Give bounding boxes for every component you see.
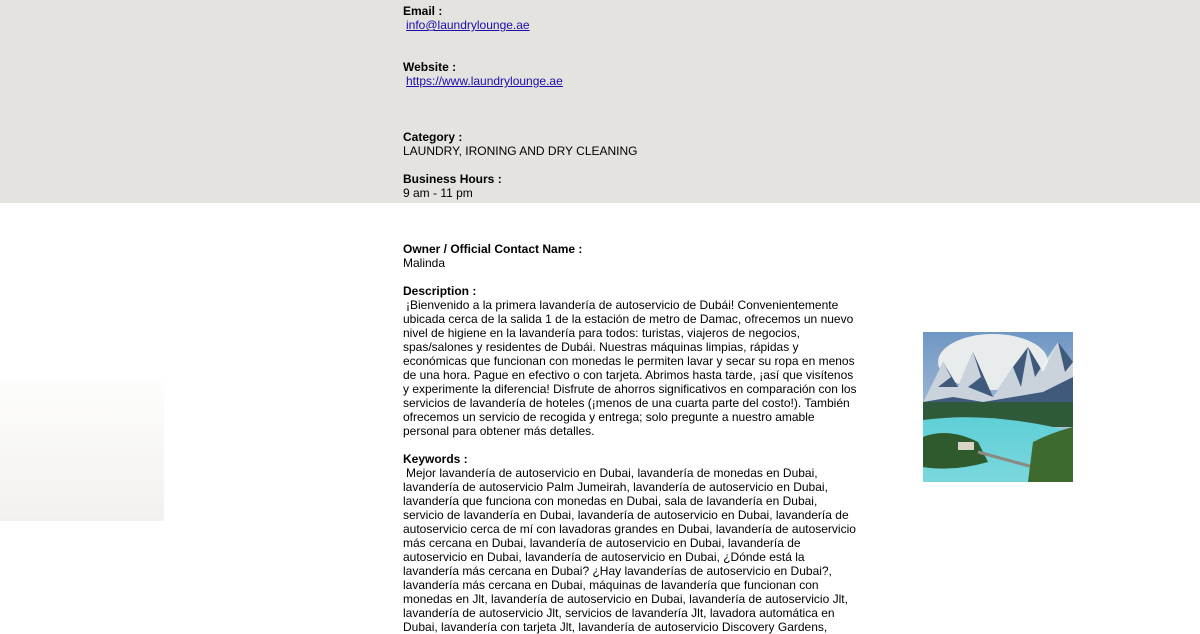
category-section (403, 130, 858, 158)
owner-section (403, 242, 858, 270)
house (958, 442, 974, 450)
email-section (403, 4, 858, 32)
description-section (403, 284, 858, 438)
category-label: Category : (403, 130, 463, 144)
website-section (403, 60, 858, 88)
keywords-label: Keywords : (403, 452, 468, 466)
hours-value: 9 am - 11 pm (403, 186, 473, 200)
owner-value: Malinda (403, 256, 446, 270)
sidebar-placeholder (0, 381, 164, 521)
website-link[interactable]: https://www.laundrylounge.ae (406, 74, 563, 88)
email-label: Email : (403, 4, 443, 18)
description-label: Description : (403, 284, 477, 298)
hours-section (403, 172, 858, 200)
website-label: Website : (403, 60, 457, 74)
business-photo (923, 332, 1073, 482)
hours-label: Business Hours : (403, 172, 502, 186)
description-text: ¡Bienvenido a la primera lavandería de autoservicio de Dubái! Convenientemente ubicada cerca de la salida 1 de la estación de metro de Damac, ofrecemos un nuevo nivel de higiene en la lavandería para todos: turistas, viajeros de negocios, spas/salones y residentes de Dubái. Nuestras máquinas limpias, rápidas y económicas que funcionan con monedas le permiten lavar y secar su ropa en menos de una hora. Pague en efectivo o con tarjeta. Abrimos hasta tarde, ¡así que visítenos y experimente la diferencia! Disfrute de ahorros significativos en comparación con los servicios de lavandería de hoteles (¡menos de una cuarta parte del costo!). También ofrecemos un servicio de recogida y entrega; solo pregunte a nuestro amable personal para obtener más detalles. (403, 298, 857, 438)
landscape-image (923, 332, 1073, 482)
keywords-section (403, 452, 858, 634)
keywords-text: Mejor lavandería de autoservicio en Dubai, lavandería de monedas en Dubai, lavandería de autoservicio Palm Jumeirah, lavandería de autoservicio en Dubai, lavandería que funciona con monedas en Dubai, sala de lavandería en Dubai, servicio de lavandería en Dubai, lavandería de autoservicio en Dubai, lavandería de autoservicio cerca de mí con lavadoras grandes en Dubai, lavandería de autoservicio más cercana en Dubai, lavandería de autoservicio en Dubai, lavandería de autoservicio en Dubai, lavandería de autoservicio en Dubai, ¿Dónde está la lavandería más cercana en Dubai? ¿Hay lavanderías de autoservicio en Dubai?, lavandería más cercana en Dubai, máquinas de lavandería que funcionan con monedas en Jlt, lavandería de autoservicio en Dubai, lavandería de autoservicio Jlt, lavandería de autoservicio Jlt, servicios de lavandería Jlt, lavadora automática en Dubai, lavandería con tarjeta Jlt, lavandería de autoservicio Discovery Gardens, (403, 466, 856, 634)
owner-label: Owner / Official Contact Name : (403, 242, 583, 256)
category-value: LAUNDRY, IRONING AND DRY CLEANING (403, 144, 638, 158)
email-link[interactable]: info@laundrylounge.ae (406, 18, 530, 32)
